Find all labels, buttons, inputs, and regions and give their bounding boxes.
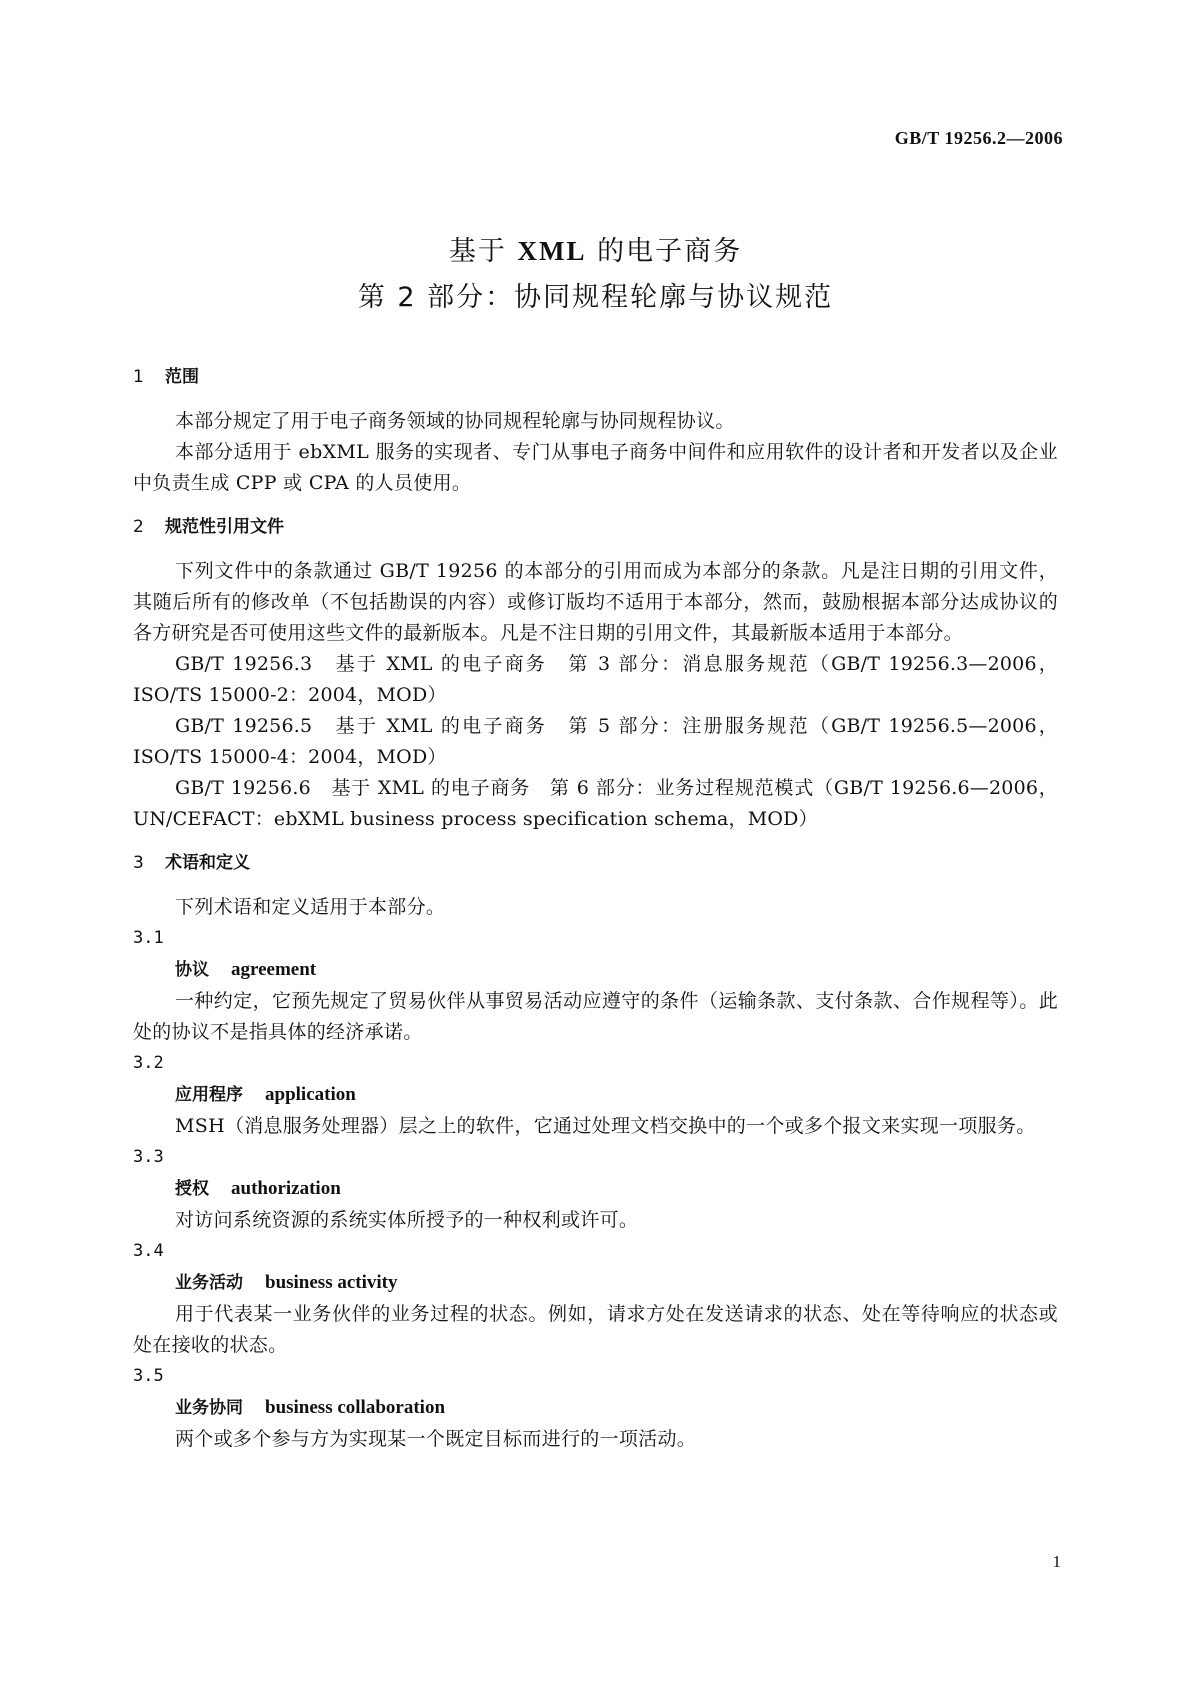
- term-zh: 协议: [175, 960, 209, 980]
- term-number: 3.1: [133, 928, 164, 948]
- term-zh: 应用程序: [175, 1085, 243, 1105]
- term-number: 3.5: [133, 1366, 164, 1386]
- section-2-heading: [133, 512, 1058, 543]
- document-body: [133, 362, 1058, 1455]
- term-en: business collaboration: [265, 1397, 446, 1418]
- section-title: 规范性引用文件: [165, 517, 284, 537]
- term-number: 3.3: [133, 1147, 164, 1167]
- title-part: 的电子商务: [586, 236, 743, 267]
- title-part: 基于: [448, 236, 518, 267]
- term-heading: [133, 954, 1058, 986]
- term-heading: [133, 1079, 1058, 1111]
- term-heading: [133, 1392, 1058, 1424]
- title-line-2: 第 2 部分：协同规程轮廓与协议规范: [357, 282, 834, 313]
- title-line-1: [0, 228, 1191, 275]
- title-xml: XML: [517, 236, 587, 266]
- section-title: 术语和定义: [165, 853, 250, 873]
- term-definition: 对访问系统资源的系统实体所授予的一种权利或许可。: [175, 1209, 639, 1231]
- section-3-heading: [133, 848, 1058, 879]
- term-zh: 授权: [175, 1179, 209, 1199]
- paragraph: 本部分适用于 ebXML 服务的实现者、专门从事电子商务中间件和应用软件的设计者和开发者以及企业中负责生成 CPP 或 CPA 的人员使用。: [133, 441, 1058, 494]
- page-number: 1: [1052, 1552, 1061, 1571]
- term-zh: 业务协同: [175, 1398, 243, 1418]
- reference-item: GB/T 19256.3 基于 XML 的电子商务 第 3 部分：消息服务规范（GB/T 19256.3—2006，ISO/TS 15000-2：2004，MOD）: [133, 653, 1058, 706]
- section-1-heading: [133, 362, 1058, 393]
- reference-item: GB/T 19256.5 基于 XML 的电子商务 第 5 部分：注册服务规范（GB/T 19256.5—2006，ISO/TS 15000-4：2004，MOD）: [133, 715, 1058, 768]
- standard-code: GB/T 19256.2—2006: [894, 128, 1063, 148]
- paragraph: 下列文件中的条款通过 GB/T 19256 的本部分的引用而成为本部分的条款。凡是注日期的引用文件，其随后所有的修改单（不包括勘误的内容）或修订版均不适用于本部分，然而，鼓励根据本部分达成协议的各方研究是否可使用这些文件的最新版本。凡是不注日期的引用文件，其最新版本适用于本部分。: [133, 560, 1058, 644]
- section-number: 1: [133, 367, 144, 387]
- term-en: application: [265, 1084, 356, 1105]
- document-title: [0, 228, 1191, 321]
- section-number: 3: [133, 853, 144, 873]
- term-en: business activity: [265, 1272, 398, 1293]
- term-heading: [133, 1173, 1058, 1205]
- paragraph: 下列术语和定义适用于本部分。: [175, 896, 446, 918]
- paragraph: 本部分规定了用于电子商务领域的协同规程轮廓与协同规程协议。: [175, 410, 735, 432]
- term-definition: 用于代表某一业务伙伴的业务过程的状态。例如，请求方处在发送请求的状态、处在等待响应的状态或处在接收的状态。: [133, 1303, 1058, 1356]
- term-definition: 两个或多个参与方为实现某一个既定目标而进行的一项活动。: [175, 1428, 697, 1450]
- term-en: authorization: [231, 1178, 341, 1199]
- term-heading: [133, 1267, 1058, 1299]
- section-title: 范围: [165, 367, 199, 387]
- term-definition: 一种约定，它预先规定了贸易伙伴从事贸易活动应遵守的条件（运输条款、支付条款、合作规程等）。此处的协议不是指具体的经济承诺。: [133, 990, 1058, 1043]
- term-definition: MSH（消息服务处理器）层之上的软件，它通过处理文档交换中的一个或多个报文来实现一项服务。: [175, 1115, 1036, 1137]
- term-number: 3.4: [133, 1241, 164, 1261]
- section-number: 2: [133, 517, 144, 537]
- term-en: agreement: [231, 959, 317, 980]
- term-number: 3.2: [133, 1053, 164, 1073]
- term-zh: 业务活动: [175, 1273, 243, 1293]
- reference-item: GB/T 19256.6 基于 XML 的电子商务 第 6 部分：业务过程规范模式（GB/T 19256.6—2006，UN/CEFACT：ebXML business process specification schema，MOD）: [133, 777, 1058, 830]
